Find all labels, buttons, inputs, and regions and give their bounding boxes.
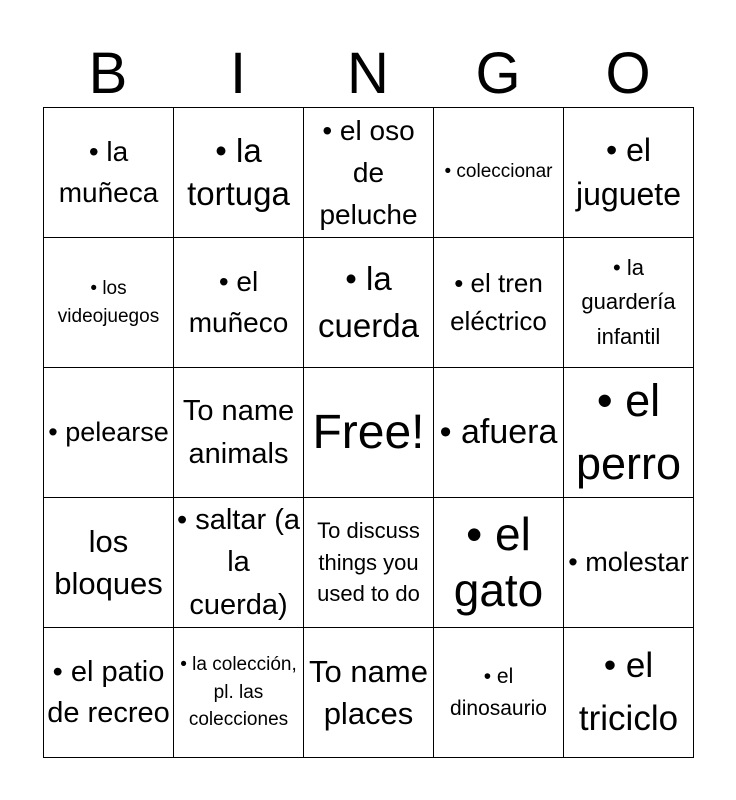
cell-text: • la muñeca bbox=[58, 135, 159, 208]
bingo-cell[interactable] bbox=[174, 628, 304, 758]
cell-text: • saltar (a la cuerda) bbox=[177, 504, 300, 621]
bingo-cell[interactable] bbox=[434, 368, 564, 498]
bingo-cell[interactable] bbox=[564, 498, 694, 628]
header-letter-n: N bbox=[347, 41, 389, 106]
bingo-grid bbox=[43, 107, 694, 758]
cell-text: To name animals bbox=[182, 395, 295, 470]
cell-text: los bloques bbox=[54, 523, 163, 601]
bingo-cell[interactable] bbox=[44, 108, 174, 238]
cell-text: • el perro bbox=[575, 375, 682, 489]
cell-text: To name places bbox=[309, 653, 428, 731]
bingo-cell[interactable] bbox=[434, 238, 564, 368]
free-space-label: Free! bbox=[312, 405, 425, 459]
cell-text: • el juguete bbox=[576, 132, 681, 212]
cell-text: • la cuerda bbox=[318, 260, 419, 344]
bingo-cell[interactable] bbox=[44, 238, 174, 368]
bingo-cell[interactable] bbox=[564, 628, 694, 758]
header-letter-i: I bbox=[229, 41, 247, 106]
cell-text: • coleccionar bbox=[444, 161, 553, 183]
cell-text: • afuera bbox=[439, 413, 558, 452]
cell-text: To discuss things you used to do bbox=[317, 517, 420, 607]
bingo-cell[interactable] bbox=[564, 368, 694, 498]
cell-text: • pelearse bbox=[48, 416, 169, 447]
bingo-cell[interactable] bbox=[304, 108, 434, 238]
cell-text: • la guardería infantil bbox=[581, 255, 676, 349]
bingo-cell[interactable] bbox=[44, 628, 174, 758]
free-space[interactable] bbox=[304, 368, 434, 498]
bingo-cell[interactable] bbox=[434, 628, 564, 758]
bingo-cell[interactable] bbox=[434, 498, 564, 628]
bingo-cell[interactable] bbox=[44, 368, 174, 498]
bingo-cell[interactable] bbox=[304, 238, 434, 368]
bingo-cell[interactable] bbox=[564, 238, 694, 368]
cell-text: • el gato bbox=[453, 508, 544, 616]
bingo-cell[interactable] bbox=[174, 108, 304, 238]
bingo-cell[interactable] bbox=[44, 498, 174, 628]
bingo-cell[interactable] bbox=[304, 498, 434, 628]
header-letter-o: O bbox=[605, 41, 651, 106]
bingo-cell[interactable] bbox=[304, 628, 434, 758]
cell-text: • el muñeco bbox=[188, 265, 289, 338]
cell-text: • el tren eléctrico bbox=[450, 267, 547, 336]
cell-text: • el dinosaurio bbox=[450, 665, 547, 720]
header-letter-g: G bbox=[475, 41, 521, 106]
bingo-cell[interactable] bbox=[564, 108, 694, 238]
header-letter-b: B bbox=[88, 41, 128, 106]
bingo-cell[interactable] bbox=[174, 238, 304, 368]
bingo-cell[interactable] bbox=[434, 108, 564, 238]
cell-text: • la colección, pl. las colecciones bbox=[180, 654, 297, 731]
cell-text: • molestar bbox=[568, 546, 689, 577]
cell-text: • los videojuegos bbox=[57, 277, 160, 327]
bingo-cell[interactable] bbox=[174, 498, 304, 628]
cell-text: • el triciclo bbox=[578, 646, 679, 738]
bingo-header bbox=[43, 40, 693, 108]
cell-text: • el patio de recreo bbox=[47, 655, 170, 729]
cell-text: • la tortuga bbox=[187, 131, 290, 212]
cell-text: • el oso de peluche bbox=[319, 114, 418, 230]
bingo-cell[interactable] bbox=[174, 368, 304, 498]
